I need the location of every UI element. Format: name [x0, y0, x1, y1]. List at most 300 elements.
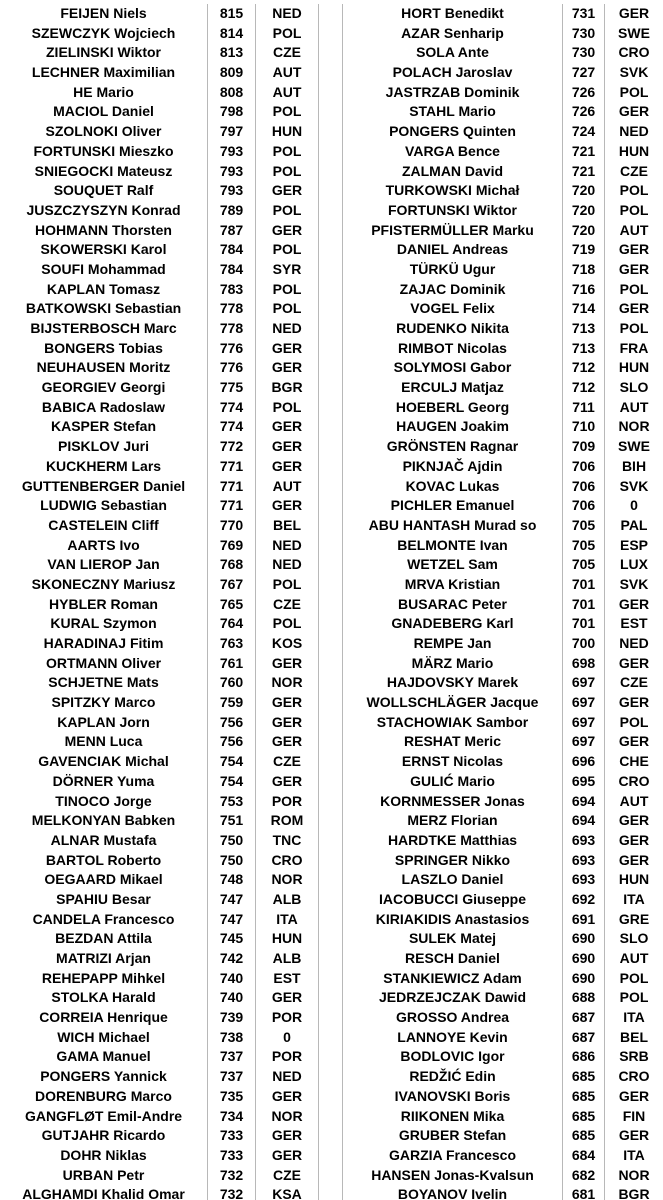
player-country-left: POR: [256, 1047, 319, 1067]
table-row: [0, 1146, 663, 1166]
column-gap: [319, 811, 343, 831]
player-country-left: CZE: [256, 1166, 319, 1186]
player-name-left: ZIELINSKI Wiktor: [0, 43, 208, 63]
player-name-right: ABU HANTASH Murad so: [343, 516, 563, 536]
column-gap: [319, 752, 343, 772]
player-rating-left: 787: [208, 221, 256, 241]
player-name-right: DANIEL Andreas: [343, 240, 563, 260]
column-gap: [319, 1126, 343, 1146]
player-country-right: SRB: [619, 1048, 649, 1065]
player-rating-left: 771: [208, 457, 256, 477]
player-rating-right: 706: [563, 496, 605, 516]
player-rating-right: 720: [563, 201, 605, 221]
player-name-left: KAPLAN Tomasz: [0, 280, 208, 300]
player-rating-right: 709: [563, 437, 605, 457]
player-name-right: ZAJAC Dominik: [343, 280, 563, 300]
column-gap: [319, 614, 343, 634]
player-name-right: GRUBER Stefan: [343, 1126, 563, 1146]
player-name-left: GEORGIEV Georgi: [0, 378, 208, 398]
table-row: [0, 752, 663, 772]
player-rating-right: 696: [563, 752, 605, 772]
player-name-right: PONGERS Quinten: [343, 122, 563, 142]
table-row: [0, 1166, 663, 1186]
table-row: [0, 43, 663, 63]
player-country-right: POL: [619, 201, 649, 218]
player-country-left: KOS: [256, 634, 319, 654]
player-name-right: HAUGEN Joakim: [343, 417, 563, 437]
player-name-left: HE Mario: [0, 83, 208, 103]
player-name-left: SZEWCZYK Wojciech: [0, 24, 208, 44]
table-row: [0, 555, 663, 575]
column-gap: [319, 221, 343, 241]
player-country-right: CZE: [620, 674, 648, 691]
player-rating-left: 759: [208, 693, 256, 713]
player-rating-right: 686: [563, 1047, 605, 1067]
column-gap: [319, 949, 343, 969]
column-gap: [319, 201, 343, 221]
column-gap: [319, 929, 343, 949]
player-rating-right: 712: [563, 378, 605, 398]
player-rating-left: 734: [208, 1107, 256, 1127]
player-name-left: BATKOWSKI Sebastian: [0, 299, 208, 319]
player-country-left: EST: [256, 969, 319, 989]
player-name-left: CANDELA Francesco: [0, 910, 208, 930]
player-name-left: SZOLNOKI Oliver: [0, 122, 208, 142]
player-country-right: POL: [619, 280, 649, 297]
table-row: [0, 732, 663, 752]
column-gap: [319, 831, 343, 851]
player-name-left: OEGAARD Mikael: [0, 870, 208, 890]
player-name-left: DORENBURG Marco: [0, 1087, 208, 1107]
player-name-left: MENN Luca: [0, 732, 208, 752]
player-name-left: KURAL Szymon: [0, 614, 208, 634]
column-gap: [319, 851, 343, 871]
player-rating-right: 721: [563, 162, 605, 182]
player-country-left: POL: [256, 24, 319, 44]
player-name-right: TURKOWSKI Michał: [343, 181, 563, 201]
player-country-right: GER: [618, 654, 650, 671]
player-country-right: AUT: [619, 221, 649, 238]
player-name-right: ZALMAN David: [343, 162, 563, 182]
player-name-right: JEDRZEJCZAK Dawid: [343, 988, 563, 1008]
player-rating-left: 797: [208, 122, 256, 142]
player-rating-right: 712: [563, 358, 605, 378]
player-rating-left: 765: [208, 595, 256, 615]
column-gap: [319, 1028, 343, 1048]
column-gap: [319, 555, 343, 575]
player-name-right: WOLLSCHLÄGER Jacque: [343, 693, 563, 713]
player-country-right: FRA: [619, 339, 649, 356]
table-row: [0, 693, 663, 713]
player-country-right: POL: [619, 83, 649, 100]
player-name-right: ERNST Nicolas: [343, 752, 563, 772]
player-rating-right: 716: [563, 280, 605, 300]
player-rating-left: 753: [208, 792, 256, 812]
player-rating-left: 771: [208, 496, 256, 516]
player-rating-right: 685: [563, 1107, 605, 1127]
table-row: [0, 988, 663, 1008]
player-rating-left: 808: [208, 83, 256, 103]
table-row: [0, 201, 663, 221]
player-name-left: BARTOL Roberto: [0, 851, 208, 871]
player-country-right: GER: [618, 103, 650, 120]
player-country-right: POL: [619, 182, 649, 199]
player-rating-right: 697: [563, 673, 605, 693]
player-rating-left: 740: [208, 988, 256, 1008]
player-rating-left: 761: [208, 654, 256, 674]
player-country-left: KSA: [256, 1185, 319, 1200]
player-name-right: HAJDOVSKY Marek: [343, 673, 563, 693]
player-rating-right: 730: [563, 24, 605, 44]
player-rating-left: 737: [208, 1047, 256, 1067]
table-row: [0, 890, 663, 910]
player-rating-left: 748: [208, 870, 256, 890]
player-rating-left: 737: [208, 1067, 256, 1087]
table-row: [0, 398, 663, 418]
player-rating-left: 784: [208, 240, 256, 260]
player-country-left: TNC: [256, 831, 319, 851]
table-row: [0, 63, 663, 83]
player-rating-right: 714: [563, 299, 605, 319]
column-gap: [319, 496, 343, 516]
player-country-right: CZE: [620, 162, 648, 179]
player-rating-left: 733: [208, 1146, 256, 1166]
column-gap: [319, 240, 343, 260]
table-row: [0, 339, 663, 359]
player-name-right: VARGA Bence: [343, 142, 563, 162]
player-country-left: POR: [256, 1008, 319, 1028]
player-name-right: RIMBOT Nicolas: [343, 339, 563, 359]
column-gap: [319, 4, 343, 24]
player-country-left: GER: [256, 417, 319, 437]
player-country-left: GER: [256, 496, 319, 516]
player-name-left: REHEPAPP Mihkel: [0, 969, 208, 989]
player-country-right: EST: [620, 615, 648, 632]
player-name-left: AARTS Ivo: [0, 536, 208, 556]
player-name-right: GRÖNSTEN Ragnar: [343, 437, 563, 457]
player-rating-left: 798: [208, 102, 256, 122]
table-row: [0, 260, 663, 280]
player-country-right: AUT: [619, 398, 649, 415]
player-rating-right: 685: [563, 1126, 605, 1146]
player-country-right: PAL: [620, 516, 648, 533]
column-gap: [319, 280, 343, 300]
player-country-right: AUT: [619, 792, 649, 809]
player-rating-right: 711: [563, 398, 605, 418]
player-name-right: PIKNJAČ Ajdin: [343, 457, 563, 477]
player-country-right: ESP: [619, 536, 648, 553]
player-country-left: AUT: [256, 83, 319, 103]
table-row: [0, 378, 663, 398]
player-name-right: SOLA Ante: [343, 43, 563, 63]
player-name-right: IVANOVSKI Boris: [343, 1087, 563, 1107]
player-country-left: POL: [256, 614, 319, 634]
table-row: [0, 4, 663, 24]
player-country-right: CRO: [618, 1068, 650, 1085]
table-row: [0, 319, 663, 339]
player-rating-left: 732: [208, 1166, 256, 1186]
player-rating-right: 730: [563, 43, 605, 63]
player-country-right: LUX: [620, 556, 648, 573]
player-rating-left: 732: [208, 1185, 256, 1200]
player-country-right: SLO: [619, 379, 649, 396]
player-name-right: TÜRKÜ Ugur: [343, 260, 563, 280]
player-country-right: ITA: [623, 1009, 645, 1026]
player-name-left: SPITZKY Marco: [0, 693, 208, 713]
player-country-left: POL: [256, 398, 319, 418]
player-country-left: POL: [256, 102, 319, 122]
player-name-right: MERZ Florian: [343, 811, 563, 831]
player-country-left: GER: [256, 772, 319, 792]
player-country-right: 0: [630, 497, 638, 514]
player-name-left: BIJSTERBOSCH Marc: [0, 319, 208, 339]
player-rating-left: 776: [208, 339, 256, 359]
player-rating-right: 690: [563, 929, 605, 949]
player-name-right: HARDTKE Matthias: [343, 831, 563, 851]
table-row: [0, 614, 663, 634]
player-country-left: NED: [256, 555, 319, 575]
player-name-left: CASTELEIN Cliff: [0, 516, 208, 536]
table-row: [0, 851, 663, 871]
player-rating-right: 692: [563, 890, 605, 910]
column-gap: [319, 122, 343, 142]
player-name-left: SPAHIU Besar: [0, 890, 208, 910]
table-row: [0, 772, 663, 792]
player-name-right: PFISTERMÜLLER Marku: [343, 221, 563, 241]
player-rating-right: 685: [563, 1067, 605, 1087]
player-rating-right: 705: [563, 555, 605, 575]
player-name-left: MELKONYAN Babken: [0, 811, 208, 831]
player-name-left: GAVENCIAK Michal: [0, 752, 208, 772]
player-name-left: NEUHAUSEN Moritz: [0, 358, 208, 378]
column-gap: [319, 417, 343, 437]
player-country-right: BGR: [618, 1186, 650, 1200]
player-rating-right: 706: [563, 457, 605, 477]
player-name-right: KOVAC Lukas: [343, 477, 563, 497]
player-country-right: BEL: [620, 1028, 648, 1045]
column-gap: [319, 378, 343, 398]
column-gap: [319, 713, 343, 733]
table-row: [0, 181, 663, 201]
player-country-left: POL: [256, 240, 319, 260]
table-row: [0, 1008, 663, 1028]
player-name-left: KUCKHERM Lars: [0, 457, 208, 477]
player-rating-left: 789: [208, 201, 256, 221]
player-country-left: GER: [256, 358, 319, 378]
player-name-right: ERCULJ Matjaz: [343, 378, 563, 398]
player-rating-right: 687: [563, 1028, 605, 1048]
column-gap: [319, 1185, 343, 1200]
column-gap: [319, 437, 343, 457]
table-row: [0, 516, 663, 536]
player-rating-right: 693: [563, 851, 605, 871]
player-rating-left: 814: [208, 24, 256, 44]
player-rating-right: 687: [563, 1008, 605, 1028]
player-name-right: FORTUNSKI Wiktor: [343, 201, 563, 221]
player-name-left: SNIEGOCKI Mateusz: [0, 162, 208, 182]
table-row: [0, 240, 663, 260]
column-gap: [319, 890, 343, 910]
player-country-left: GER: [256, 693, 319, 713]
player-country-left: CZE: [256, 595, 319, 615]
player-country-left: POR: [256, 792, 319, 812]
column-gap: [319, 24, 343, 44]
table-row: [0, 83, 663, 103]
player-name-right: POLACH Jaroslav: [343, 63, 563, 83]
player-rating-right: 684: [563, 1146, 605, 1166]
player-name-left: MACIOL Daniel: [0, 102, 208, 122]
player-country-left: GER: [256, 1146, 319, 1166]
player-country-right: CHE: [619, 753, 649, 770]
player-country-left: CZE: [256, 43, 319, 63]
column-gap: [319, 181, 343, 201]
player-name-left: HARADINAJ Fitim: [0, 634, 208, 654]
player-name-right: RESCH Daniel: [343, 949, 563, 969]
player-country-right: SWE: [618, 24, 650, 41]
player-rating-right: 701: [563, 614, 605, 634]
table-row: [0, 634, 663, 654]
column-gap: [319, 1166, 343, 1186]
player-rating-right: 720: [563, 221, 605, 241]
player-country-right: ITA: [623, 890, 645, 907]
player-country-left: GER: [256, 1126, 319, 1146]
column-gap: [319, 654, 343, 674]
player-country-right: POL: [619, 713, 649, 730]
column-gap: [319, 673, 343, 693]
table-row: [0, 1087, 663, 1107]
player-rating-left: 784: [208, 260, 256, 280]
player-country-right: FIN: [622, 1107, 646, 1124]
player-rating-left: 733: [208, 1126, 256, 1146]
player-country-left: GER: [256, 654, 319, 674]
column-gap: [319, 1146, 343, 1166]
player-country-right: GER: [618, 812, 650, 829]
player-name-right: MRVA Kristian: [343, 575, 563, 595]
table-row: [0, 142, 663, 162]
player-name-left: PONGERS Yannick: [0, 1067, 208, 1087]
player-rating-left: 760: [208, 673, 256, 693]
player-rating-left: 756: [208, 713, 256, 733]
table-row: [0, 496, 663, 516]
player-name-right: BODLOVIC Igor: [343, 1047, 563, 1067]
player-name-left: TINOCO Jorge: [0, 792, 208, 812]
player-name-left: DÖRNER Yuma: [0, 772, 208, 792]
player-rating-left: 813: [208, 43, 256, 63]
player-name-left: URBAN Petr: [0, 1166, 208, 1186]
player-country-left: AUT: [256, 477, 319, 497]
column-gap: [319, 516, 343, 536]
player-country-left: NED: [256, 4, 319, 24]
player-rating-left: 756: [208, 732, 256, 752]
player-name-right: STAHL Mario: [343, 102, 563, 122]
column-gap: [319, 536, 343, 556]
player-name-right: HOEBERL Georg: [343, 398, 563, 418]
column-gap: [319, 83, 343, 103]
player-name-right: RUDENKO Nikita: [343, 319, 563, 339]
table-row: [0, 280, 663, 300]
player-country-right: GER: [618, 595, 650, 612]
player-name-left: ALNAR Mustafa: [0, 831, 208, 851]
column-gap: [319, 142, 343, 162]
player-country-left: POL: [256, 142, 319, 162]
player-rating-right: 693: [563, 870, 605, 890]
player-name-right: REDŽIĆ Edin: [343, 1067, 563, 1087]
column-gap: [319, 319, 343, 339]
player-country-left: AUT: [256, 63, 319, 83]
player-name-right: IACOBUCCI Giuseppe: [343, 890, 563, 910]
player-rating-left: 793: [208, 162, 256, 182]
player-name-right: STACHOWIAK Sambor: [343, 713, 563, 733]
player-name-left: LECHNER Maximilian: [0, 63, 208, 83]
player-rating-right: 698: [563, 654, 605, 674]
player-rating-left: 735: [208, 1087, 256, 1107]
table-row: [0, 1107, 663, 1127]
table-row: [0, 595, 663, 615]
table-row: [0, 221, 663, 241]
player-country-left: ITA: [256, 910, 319, 930]
player-rating-right: 724: [563, 122, 605, 142]
player-name-left: CORREIA Henrique: [0, 1008, 208, 1028]
player-name-left: GANGFLØT Emil-Andre: [0, 1107, 208, 1127]
column-gap: [319, 1047, 343, 1067]
column-gap: [319, 634, 343, 654]
player-country-left: HUN: [256, 122, 319, 142]
table-row: [0, 792, 663, 812]
player-rating-right: 697: [563, 693, 605, 713]
player-rating-right: 690: [563, 949, 605, 969]
player-country-left: POL: [256, 575, 319, 595]
player-name-right: STANKIEWICZ Adam: [343, 969, 563, 989]
player-name-right: RIIKONEN Mika: [343, 1107, 563, 1127]
player-name-left: FEIJEN Niels: [0, 4, 208, 24]
player-rating-right: 681: [563, 1185, 605, 1200]
table-row: [0, 1185, 663, 1200]
table-row: [0, 477, 663, 497]
player-country-right: SWE: [618, 438, 650, 455]
player-rating-left: 739: [208, 1008, 256, 1028]
player-country-right: POL: [619, 989, 649, 1006]
player-country-left: GER: [256, 437, 319, 457]
player-rating-right: 694: [563, 811, 605, 831]
player-country-right: NOR: [618, 418, 650, 435]
player-name-right: REMPE Jan: [343, 634, 563, 654]
player-rating-left: 750: [208, 831, 256, 851]
player-name-left: SKOWERSKI Karol: [0, 240, 208, 260]
player-rating-right: 685: [563, 1087, 605, 1107]
table-row: [0, 654, 663, 674]
table-row: [0, 536, 663, 556]
player-name-left: SCHJETNE Mats: [0, 673, 208, 693]
player-country-right: GER: [618, 260, 650, 277]
player-name-left: BABICA Radoslaw: [0, 398, 208, 418]
player-country-left: GER: [256, 181, 319, 201]
column-gap: [319, 260, 343, 280]
player-name-left: KAPLAN Jorn: [0, 713, 208, 733]
player-country-right: GER: [618, 300, 650, 317]
table-row: [0, 417, 663, 437]
player-rating-left: 738: [208, 1028, 256, 1048]
table-row: [0, 1047, 663, 1067]
player-name-right: LASZLO Daniel: [343, 870, 563, 890]
player-country-right: ITA: [623, 1146, 645, 1163]
player-country-left: NED: [256, 536, 319, 556]
player-country-right: GER: [618, 5, 650, 21]
player-country-right: GER: [618, 1127, 650, 1144]
player-country-left: GER: [256, 339, 319, 359]
table-row: [0, 910, 663, 930]
player-name-left: SOUQUET Ralf: [0, 181, 208, 201]
column-gap: [319, 43, 343, 63]
